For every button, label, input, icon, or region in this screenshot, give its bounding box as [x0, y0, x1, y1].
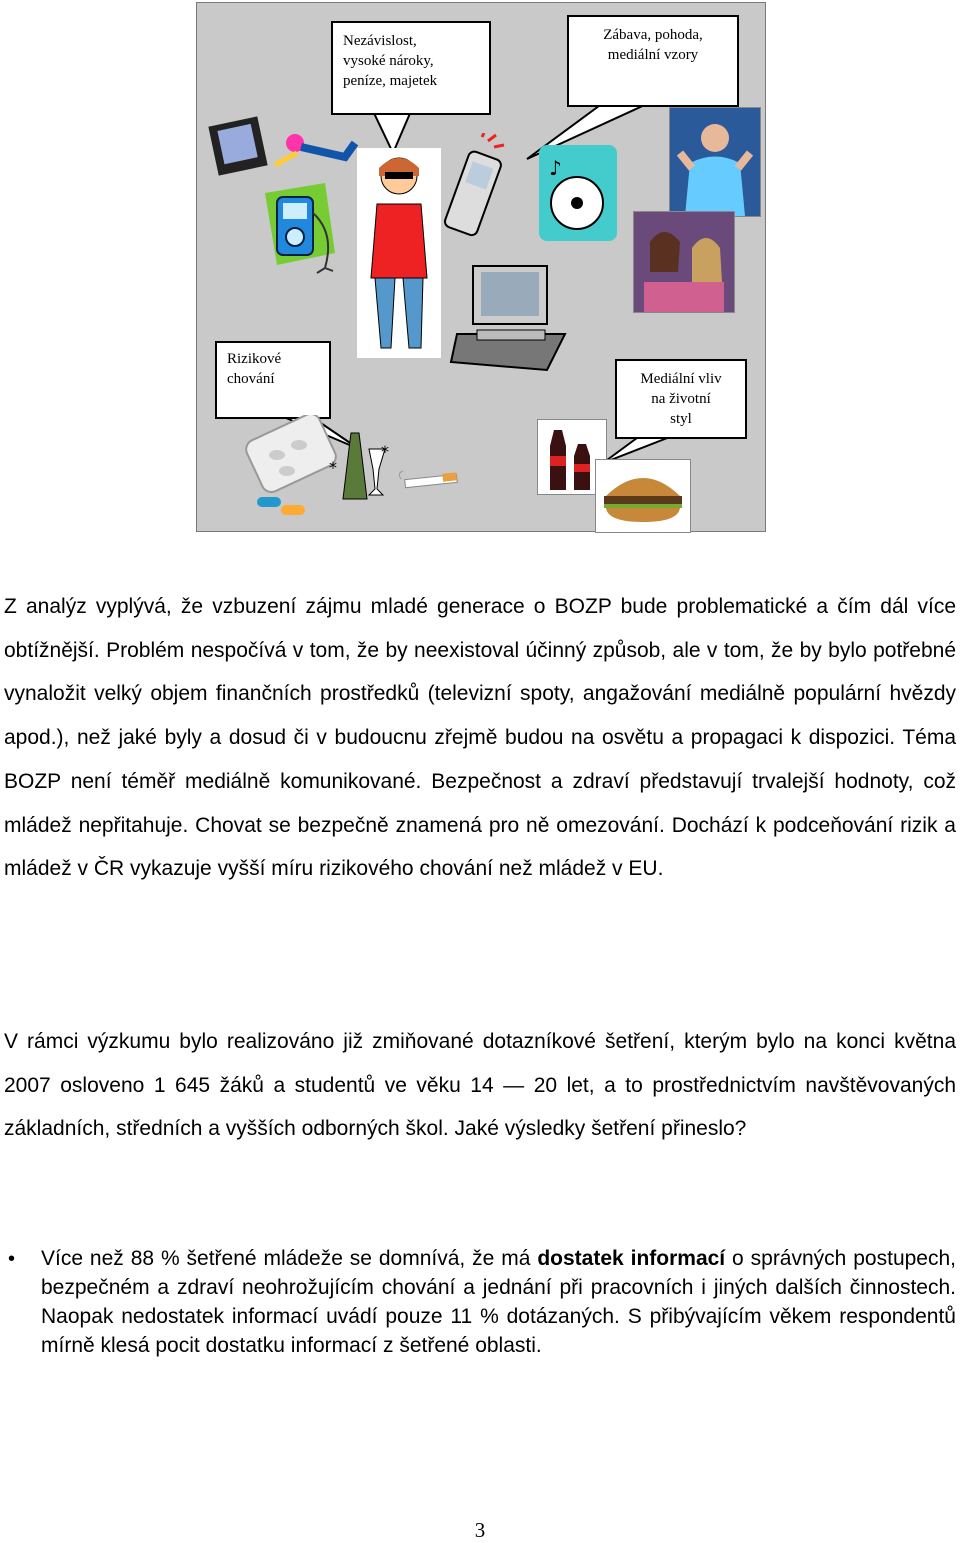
bullet-text-start: Více než 88 % šetřené mládeže se domnívá, že má	[41, 1247, 538, 1270]
bullet-marker: •	[8, 1248, 16, 1270]
mobile-phone-icon	[442, 133, 512, 243]
celebrity-photo	[669, 107, 761, 217]
svg-text:*: *	[381, 442, 389, 461]
bubble-line: na životní	[651, 391, 711, 407]
bubble-line: chování	[227, 371, 275, 387]
laptop-icon	[447, 258, 577, 378]
young-man-figure	[357, 148, 441, 358]
bullet-item-information	[41, 1244, 956, 1360]
paragraph-survey: V rámci výzkumu bylo realizováno již zmiňované dotazníkové šetření, kterým bylo na konci května 2007 osloveno 1 645 žáků a studentů ve věku 14 — 20 let, a to prostřednictvím navštěvovaných základních, středních a vyšších odborných škol. Jaké výsledky šetření přineslo?	[4, 1030, 956, 1141]
bullet-text-end: o správných postupech, bezpečném a zdraví neohrožujícím chování a jednání při pracovních i jiných dalších činnostech. Naopak nedostatek informací uvádí pouze 11 % dotázaných. S přibývajícím věkem respondentů mírně klesá pocit dostatku informací z šetřené oblasti.	[41, 1247, 957, 1357]
bullet-text-bold: dostatek informací	[537, 1247, 726, 1270]
bubble-risky-behaviour	[215, 341, 331, 419]
bubble-line: mediální vzory	[607, 47, 699, 63]
cigarette-icon	[397, 469, 463, 493]
bubble-line: peníze, majetek	[343, 73, 438, 89]
music-cd-icon	[539, 145, 617, 241]
bubble-independence	[331, 21, 491, 115]
party-photo	[633, 211, 735, 313]
bubble-media-influence	[615, 359, 747, 439]
champagne-icon	[323, 399, 399, 505]
illustration-figure	[196, 2, 766, 532]
page-number: 3	[474, 1518, 486, 1542]
bubble-line: vysoké nároky,	[343, 53, 434, 69]
bubble-line: styl	[670, 411, 692, 427]
mp3-player-icon	[255, 183, 345, 283]
bubble-line: Rizikové	[227, 351, 282, 367]
burger-photo	[595, 459, 691, 533]
svg-text:♪: ♪	[549, 156, 562, 180]
bubble-fun	[567, 15, 739, 107]
paragraph-analysis: Z analýz vyplývá, že vzbuzení zájmu mladé generace o BOZP bude problematické a čím dál více obtížnější. Problém nespočívá v tom, že by neexistoval účinný způsob, ale v tom, že by bylo potřebné vynaložit velký objem finančních prostředků (televizní spoty, angažování mediálně populární hvězdy apod.), než jaké byly a dosud či v budoucnu zřejmě budou na osvětu a propagaci k dispozici. Téma BOZP není téměř mediálně komunikované. Bezpečnost a zdraví představují trvalejší hodnoty, což mládež nepřitahuje. Chovat se bezpečně znamená pro ně omezování. Dochází k podceňování rizik a mládež v ČR vykazuje vyšší míru rizikového chování než mládež v EU.	[4, 595, 956, 881]
svg-text:*: *	[329, 458, 337, 477]
bubble-line: Nezávislost,	[343, 33, 417, 49]
bubble-line: Zábava, pohoda,	[603, 27, 703, 43]
bubble-line: Mediální vliv	[640, 371, 722, 387]
tv-icon	[205, 113, 365, 183]
